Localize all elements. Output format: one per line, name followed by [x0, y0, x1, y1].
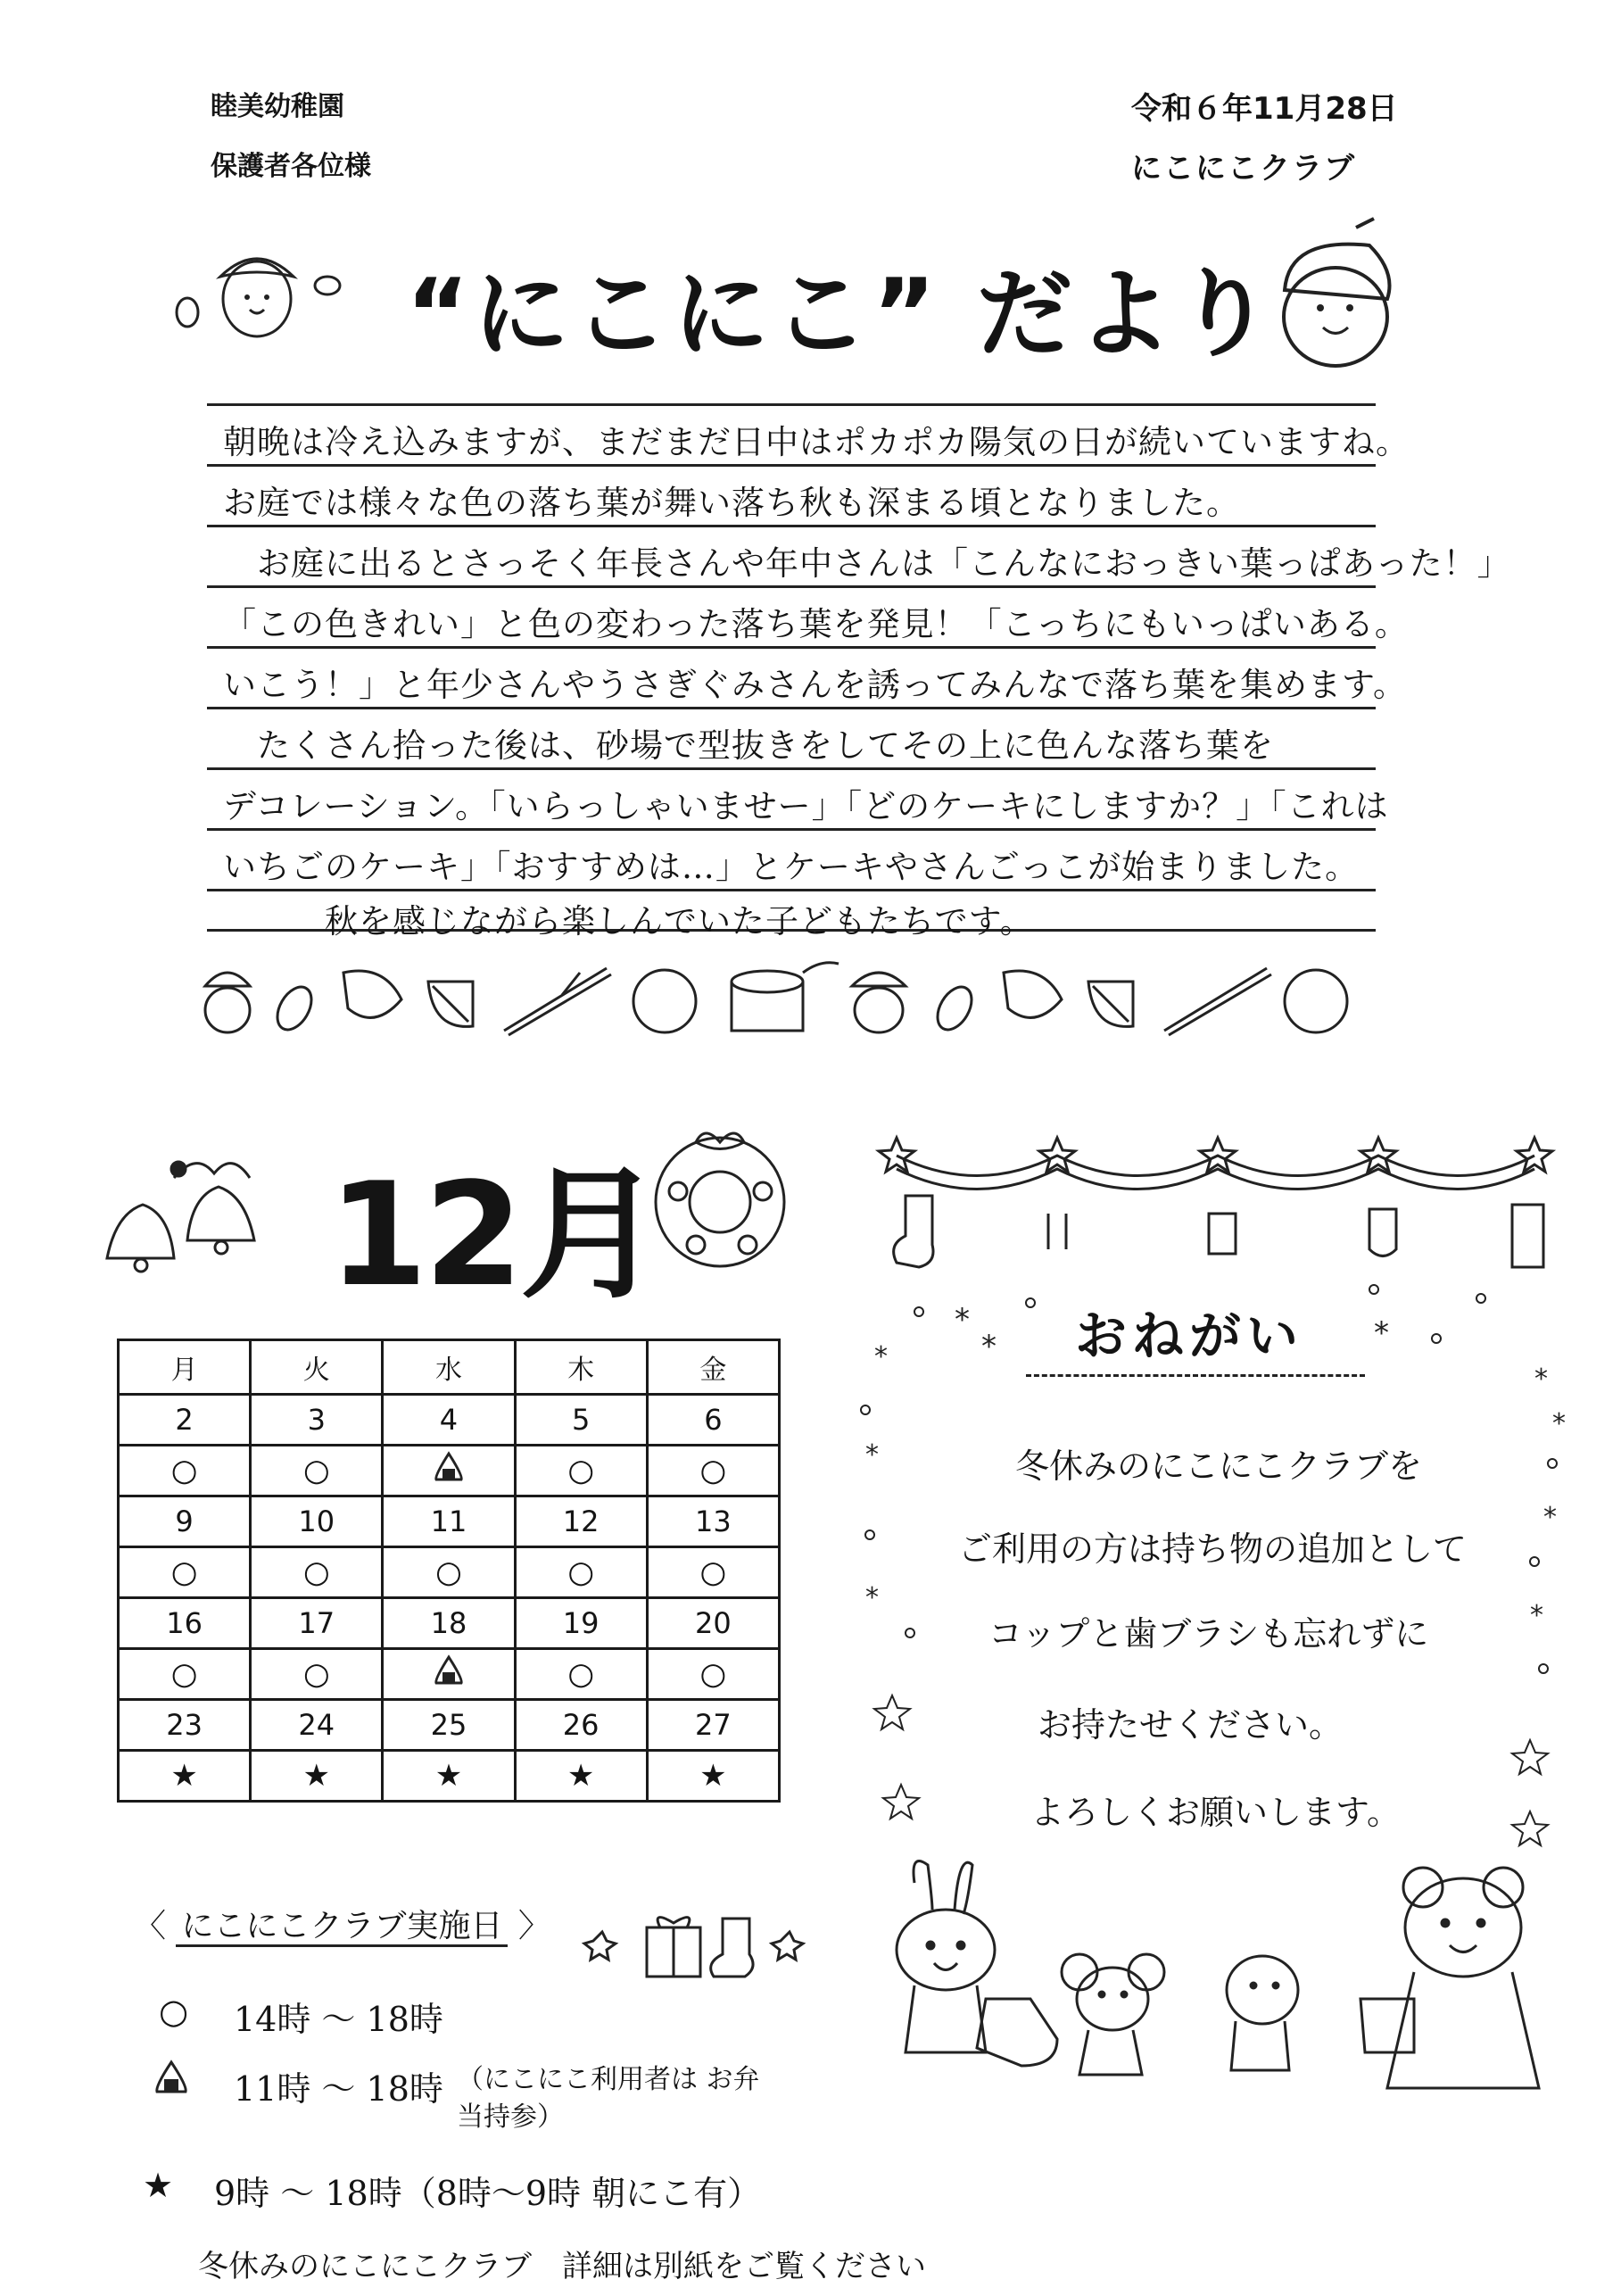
calendar-header-row	[119, 1340, 780, 1395]
star-mark-cell: ★	[515, 1751, 647, 1802]
school-name: 睦美幼稚園	[211, 91, 344, 122]
star-mark-cell: ★	[119, 1751, 251, 1802]
calendar-mark-row	[119, 1547, 780, 1598]
svg-text:*: *	[1552, 1408, 1566, 1439]
date-cell: 6	[647, 1395, 779, 1446]
onigiri-icon	[431, 1654, 467, 1687]
chestnut-icon	[1285, 970, 1347, 1032]
body-line-8: いちごのケーキ」「おすすめは…」とケーキやさんごっこが始まりました。	[223, 848, 1360, 886]
calendar-date-row	[119, 1395, 780, 1446]
date-cell: 19	[515, 1598, 647, 1649]
body-line-2: お庭では様々な色の落ち葉が舞い落ち秋も深まる頃となりました。	[223, 484, 1240, 522]
star-mark-cell: ★	[251, 1751, 383, 1802]
chick-icon	[1227, 1956, 1298, 2070]
notice-line-1: 冬休みのにこにこクラブを	[1015, 1446, 1423, 1486]
stocking-icon	[894, 1196, 933, 1267]
notice-line-2: ご利用の方は持ち物の追加として	[958, 1529, 1468, 1569]
body-line-7: デコレーション。「いらっしゃいませー」「どのケーキにしますか？」「これは	[223, 787, 1389, 825]
svg-text:*: *	[1543, 1502, 1557, 1533]
autumn-border-icons	[187, 946, 1356, 1044]
mark-cell: ○	[119, 1547, 251, 1598]
legend-time-circle: 14時 ～ 18時	[234, 2000, 443, 2039]
weekday-fri: 金	[647, 1340, 779, 1395]
date-cell: 13	[647, 1496, 779, 1547]
onigiri-icon	[431, 1451, 467, 1483]
club-name: にこにこクラブ	[1131, 151, 1356, 186]
stocking-icon	[1048, 1214, 1066, 1249]
mark-cell: ○	[647, 1547, 779, 1598]
acorn-icon	[270, 981, 318, 1035]
date-cell: 10	[251, 1496, 383, 1547]
star-icon	[879, 1138, 914, 1172]
calendar-table	[117, 1339, 781, 1803]
stocking-icon	[1209, 1214, 1236, 1254]
mark-cell: ○	[251, 1547, 383, 1598]
onigiri-icon	[152, 2060, 191, 2095]
body-line-4: 「この色きれい」と色の変わった落ち葉を発見！「こっちにもいっぱいある。	[223, 605, 1409, 643]
calendar-date-row	[119, 1598, 780, 1649]
acorn-icon	[930, 981, 979, 1035]
svg-text:*: *	[955, 1302, 970, 1338]
svg-text:*: *	[874, 1341, 888, 1372]
mark-cell: ○	[383, 1547, 515, 1598]
acorn-face-icon	[1271, 219, 1405, 379]
stocking-icon	[977, 1999, 1057, 2066]
present-icon	[580, 1901, 839, 1981]
wreath-icon	[642, 1120, 798, 1276]
mark-cell: ○	[515, 1547, 647, 1598]
bell-icon	[89, 1142, 277, 1285]
mark-cell: ○	[119, 1649, 251, 1700]
mark-cell	[383, 1446, 515, 1496]
acorn-icon	[205, 973, 250, 1032]
date-cell: 16	[119, 1598, 251, 1649]
date-cell: 27	[647, 1700, 779, 1751]
characters-illustration	[879, 1847, 1566, 2097]
leaf-icon	[343, 971, 401, 1017]
calendar-date-row	[119, 1496, 780, 1547]
weekday-tue: 火	[251, 1340, 383, 1395]
mark-cell: ○	[251, 1446, 383, 1496]
svg-text:*: *	[1530, 1600, 1543, 1631]
notice-line-3: コップと歯ブラシも忘れずに	[988, 1614, 1429, 1654]
notice-line-4: お持たせください。	[1038, 1705, 1344, 1745]
mark-cell: ○	[515, 1649, 647, 1700]
date-cell: 11	[383, 1496, 515, 1547]
date-cell: 17	[251, 1598, 383, 1649]
date-cell: 25	[383, 1700, 515, 1751]
mouse-icon	[1062, 1954, 1164, 2075]
mark-cell: ○	[119, 1446, 251, 1496]
acorn-character-icon	[165, 228, 352, 352]
legend-title: 〈 にこにこクラブ実施日 〉	[134, 1901, 550, 1946]
bear-icon	[1360, 1868, 1539, 2088]
date-cell: 9	[119, 1496, 251, 1547]
svg-text:*: *	[1534, 1364, 1548, 1395]
recipients: 保護者各位様	[211, 151, 371, 182]
date-cell: 5	[515, 1395, 647, 1446]
acorn-icon	[852, 973, 906, 1032]
mark-cell: ○	[647, 1649, 779, 1700]
legend-title-text: にこにこクラブ実施日	[176, 1908, 508, 1947]
calendar-mark-row	[119, 1751, 780, 1802]
date-cell: 3	[251, 1395, 383, 1446]
body-line-1: 朝晩は冷え込みますが、まだまだ日中はポカポカ陽気の日が続いていますね。	[223, 423, 1410, 461]
body-line-9: 秋を感じながら楽しんでいた子どもたちです。	[223, 902, 1034, 941]
mark-cell: ○	[647, 1446, 779, 1496]
calendar-mark-row	[119, 1649, 780, 1700]
issue-date: 令和６年11月28日	[1131, 91, 1398, 127]
date-cell: 26	[515, 1700, 647, 1751]
date-cell: 24	[251, 1700, 383, 1751]
stocking-icon	[1512, 1205, 1543, 1267]
legend-time-star: 9時 ～ 18時（8時～9時 朝にこ有）	[214, 2174, 762, 2213]
legend-time-onigiri: 11時 ～ 18時	[234, 2069, 443, 2109]
stocking-icon	[1369, 1209, 1396, 1256]
date-cell: 2	[119, 1395, 251, 1446]
chestnut-icon	[633, 970, 696, 1032]
mark-cell	[383, 1649, 515, 1700]
calendar-mark-row	[119, 1446, 780, 1496]
weekday-thu: 木	[515, 1340, 647, 1395]
svg-text:*: *	[1374, 1315, 1389, 1351]
star-mark-cell: ★	[647, 1751, 779, 1802]
notice-frame-stars	[839, 1276, 1579, 1865]
twig-icon	[1164, 968, 1271, 1035]
month-heading: 12月	[328, 1151, 659, 1318]
body-line-5: いこう！」と年少さんやうさぎぐみさんを誘ってみんなで落ち葉を集めます。	[223, 666, 1408, 704]
notice-title: おねがい	[1075, 1305, 1304, 1366]
legend-symbol-circle: ○	[159, 1992, 189, 2031]
page-title: “にこにこ” だより	[406, 259, 1277, 370]
svg-text:*: *	[981, 1329, 997, 1364]
date-cell: 4	[383, 1395, 515, 1446]
mark-cell: ○	[251, 1649, 383, 1700]
notice-line-5: よろしくお願いします。	[1030, 1793, 1401, 1832]
calendar-date-row	[119, 1700, 780, 1751]
date-cell: 23	[119, 1700, 251, 1751]
stump-icon	[732, 963, 839, 1031]
weekday-wed: 水	[383, 1340, 515, 1395]
body-line-6: たくさん拾った後は、砂場で型抜きをしてその上に色んな落ち葉を	[223, 726, 1274, 765]
legend-symbol-star: ★	[143, 2166, 174, 2205]
leaf-icon	[428, 982, 473, 1026]
legend-note-onigiri: （にこにこ利用者は お弁当持参）	[457, 2064, 760, 2133]
star-mark-cell: ★	[383, 1751, 515, 1802]
svg-text:*: *	[865, 1439, 879, 1471]
garland-icon	[870, 1129, 1566, 1298]
body-line-3: お庭に出るとさっそく年長さんや年中さんは「こんなにおっきい葉っぱあった！」	[223, 544, 1511, 583]
date-cell: 20	[647, 1598, 779, 1649]
weekday-mon: 月	[119, 1340, 251, 1395]
star-icon	[1517, 1138, 1552, 1172]
date-cell: 18	[383, 1598, 515, 1649]
legend-footer: 冬休みのにこにこクラブ 詳細は別紙をご覧ください	[198, 2249, 926, 2284]
leaf-icon	[1088, 982, 1133, 1026]
leaf-icon	[1004, 971, 1062, 1017]
mark-cell: ○	[515, 1446, 647, 1496]
date-cell: 12	[515, 1496, 647, 1547]
svg-text:*: *	[865, 1582, 879, 1613]
twig-icon	[504, 968, 611, 1035]
